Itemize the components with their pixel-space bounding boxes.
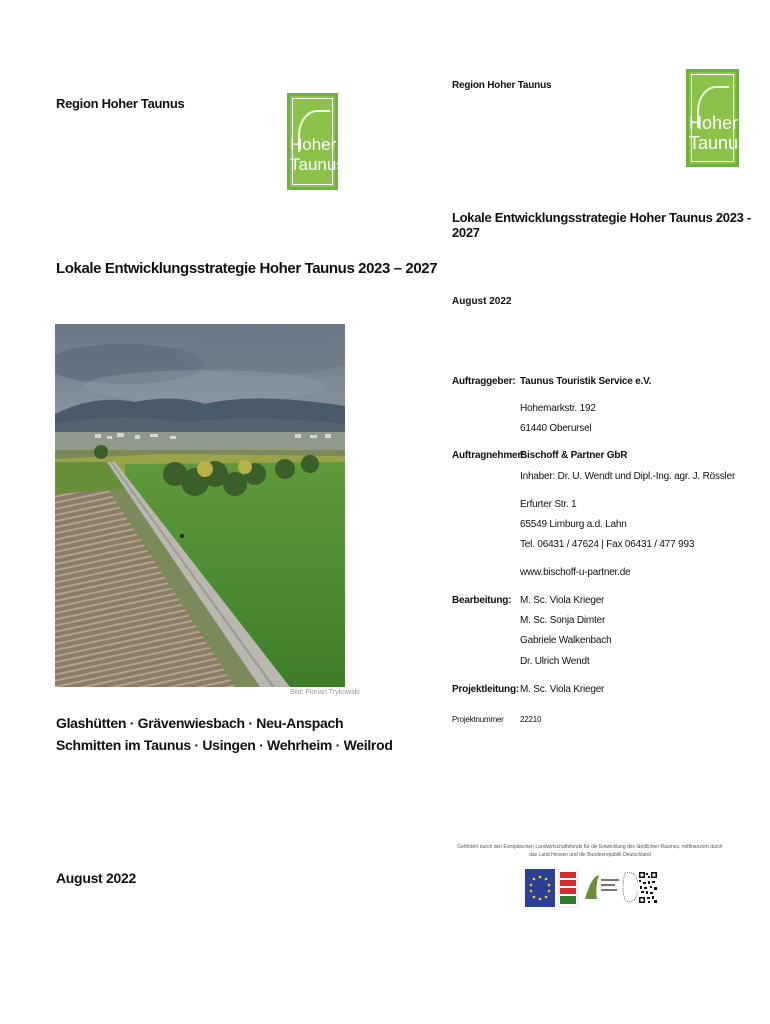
municipalities-line-2: Schmitten im Taunus · Usingen · Wehrheim · Weilrod — [56, 737, 393, 753]
auftragnehmer-street: Erfurter Str. 1 — [520, 499, 577, 510]
leader-logo — [585, 875, 619, 899]
projektnummer-label: Projektnummer — [452, 715, 504, 724]
photo-credit: Bild: Florian Trykowski — [290, 689, 360, 696]
auftragnehmer-owner: Inhaber: Dr. U. Wendt und Dipl.-Ing. agr. J. Rössler — [520, 471, 736, 482]
auftragnehmer-phone: Tel. 06431 / 47624 | Fax 06431 / 477 993 — [520, 539, 695, 550]
eu-flag-logo — [525, 869, 555, 907]
bearbeitung-person: Dr. Ulrich Wendt — [520, 656, 590, 667]
projektnummer-value: 22210 — [520, 715, 542, 724]
left-region-heading: Region Hoher Taunus — [56, 96, 185, 111]
auftraggeber-name: Taunus Touristik Service e.V. — [520, 376, 652, 387]
funding-logos — [525, 869, 660, 914]
auftraggeber-street: Hohemarkstr. 192 — [520, 403, 596, 414]
auftragnehmer-name: Bischoff & Partner GbR — [520, 450, 628, 461]
municipalities-list — [56, 712, 393, 756]
qr-code — [638, 871, 658, 905]
projektleitung-label: Projektleitung: — [452, 684, 520, 695]
bearbeitung-person: M. Sc. Viola Krieger — [520, 595, 605, 606]
left-document-title: Lokale Entwicklungsstrategie Hoher Taunus 2023 – 2027 — [56, 260, 438, 277]
cover-photo — [55, 324, 345, 687]
hessen-logo — [558, 869, 578, 907]
projektleitung-value: M. Sc. Viola Krieger — [520, 684, 605, 695]
right-date: August 2022 — [452, 296, 512, 307]
bearbeitung-person: M. Sc. Sonja Dimter — [520, 615, 606, 626]
hoher-taunus-logo: Hoher Taunus — [287, 93, 338, 190]
auftragnehmer-city: 65549 Limburg a.d. Lahn — [520, 519, 627, 530]
bearbeitung-label: Bearbeitung: — [452, 595, 512, 606]
funding-notice: Gefördert durch den Europäischen Landwirtschaftsfonds für die Entwicklung des ländlichen Raumes, mitfinanziert durch das Land Hessen und die Bundesrepublik Deutschland — [457, 844, 723, 858]
auftraggeber-city: 61440 Oberursel — [520, 423, 592, 434]
auftragnehmer-label: Auftragnehmer: — [452, 450, 525, 461]
auftragnehmer-website[interactable]: www.bischoff-u-partner.de — [520, 567, 631, 578]
right-document-title: Lokale Entwicklungsstrategie Hoher Taunus 2023 - 2027 — [452, 210, 751, 240]
municipalities-line-1: Glashütten · Grävenwiesbach · Neu-Anspach — [56, 715, 344, 731]
hoher-taunus-logo: Hoher Taunus — [686, 69, 739, 167]
left-date: August 2022 — [56, 870, 136, 886]
right-region-heading: Region Hoher Taunus — [452, 80, 552, 91]
auftraggeber-label: Auftraggeber: — [452, 376, 516, 387]
bearbeitung-person: Gabriele Walkenbach — [520, 635, 612, 646]
